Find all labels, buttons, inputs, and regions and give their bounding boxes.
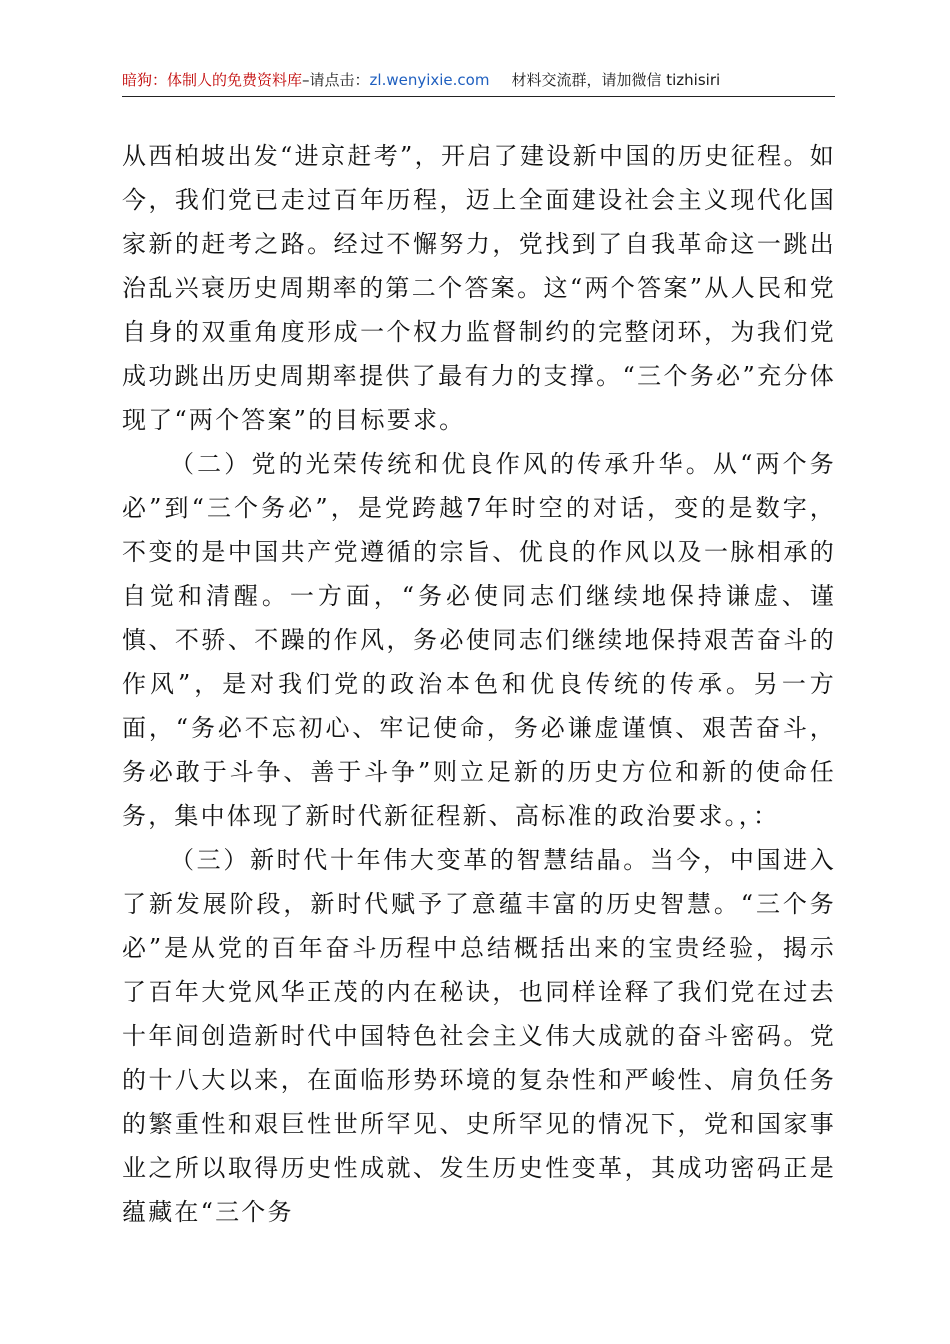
header-site-name: 暗狗：体制人的免费资料库 (122, 71, 303, 89)
header-link[interactable]: zl.wenyixie.com (369, 71, 490, 89)
paragraph-section-3: （三）新时代十年伟大变革的智慧结晶。当今，中国进入了新发展阶段，新时代赋予了意蕴丰富的历史智慧。“三个务必”是从党的百年奋斗历程中总结概括出来的宝贵经验，揭示了百年大党风华正茂的内在秘诀，也同样诠释了我们党在过去十年间创造新时代中国特色社会主义伟大成就的奋斗密码。党的十八大以来，在面临形势环境的复杂性和严峻性、肩负任务的繁重性和艰巨性世所罕见、史所罕见的情况下，党和国家事业之所以取得历史性成就、发生历史性变革，其成功密码正是蕴藏在“三个务 (122, 846, 836, 1226)
header-click-prompt: –请点击： (302, 71, 370, 89)
page-header (122, 68, 835, 97)
document-body (122, 134, 836, 1234)
header-wechat-note: 材料交流群，请加微信 tizhisiri (511, 71, 721, 89)
paragraph-continued: 从西柏坡出发“进京赶考”，开启了建设新中国的历史征程。如今，我们党已走过百年历程，迈上全面建设社会主义现代化国家新的赶考之路。经过不懈努力，党找到了自我革命这一跳出治乱兴衰历史周期率的第二个答案。这“两个答案”从人民和党自身的双重角度形成一个权力监督制约的完整闭环，为我们党成功跳出历史周期率提供了最有力的支撑。“三个务必”充分体现了“两个答案”的目标要求。 (122, 142, 836, 434)
paragraph-section-2: （二）党的光荣传统和优良作风的传承升华。从“两个务必”到“三个务必”，是党跨越7年时空的对话，变的是数字，不变的是中国共产党遵循的宗旨、优良的作风以及一脉相承的自觉和清醒。一方面，“务必使同志们继续地保持谦虚、谨慎、不骄、不躁的作风，务必使同志们继续地保持艰苦奋斗的作风”，是对我们党的政治本色和优良传统的传承。另一方面，“务必不忘初心、牢记使命，务必谦虚谨慎、艰苦奋斗，务必敢于斗争、善于斗争”则立足新的历史方位和新的使命任务，集中体现了新时代新征程新、高标准的政治要求。，： (122, 450, 836, 830)
